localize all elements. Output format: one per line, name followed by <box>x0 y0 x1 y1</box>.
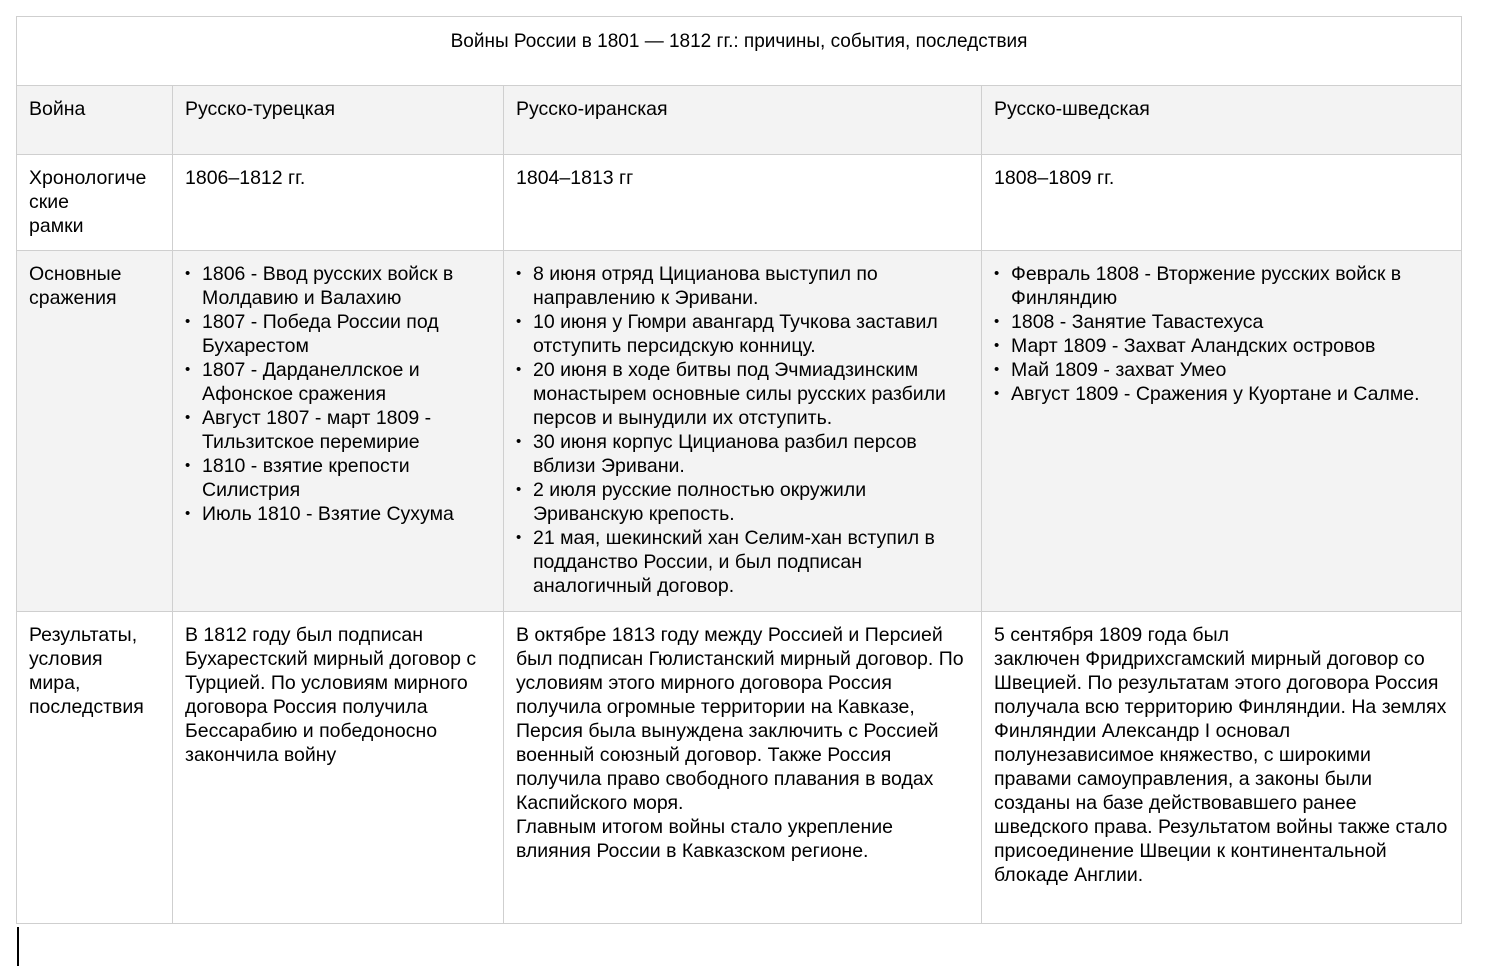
table-title[interactable]: Войны России в 1801 — 1812 гг.: причины, события, последствия <box>17 17 1462 86</box>
battles-iranian-cell[interactable] <box>504 251 982 612</box>
results-row <box>17 612 1462 924</box>
text-cursor <box>17 927 19 966</box>
results-iranian-paragraph-1: В октябре 1813 году между Россией и Персией был подписан Гюлистанский мирный договор. По условиям этого мирного договора Россия получила огромные территории на Кавказе, Персия была вынуждена заключить с Россией военный союзный договор. Также Россия получила право свободного плавания в водах Каспийского моря. <box>516 624 964 814</box>
title-row <box>17 17 1462 86</box>
list-item: • Июль 1810 - Взятие Сухума <box>185 502 491 526</box>
dates-iranian[interactable]: 1804–1813 гг <box>504 155 982 251</box>
list-item: • 30 июня корпус Цицианова разбил персов вблизи Эривани. <box>516 430 969 478</box>
list-item: • Август 1809 - Сражения у Куортане и Салме. <box>994 382 1449 406</box>
header-turkish-war[interactable]: Русско-турецкая <box>173 86 504 155</box>
battles-label[interactable]: Основные сражения <box>17 251 173 612</box>
results-iranian-paragraph-2: Главным итогом войны стало укрепление влияния России в Кавказском регионе. <box>516 816 893 862</box>
wars-table <box>16 16 1462 924</box>
header-label[interactable]: Война <box>17 86 173 155</box>
battles-swedish-cell[interactable] <box>982 251 1462 612</box>
list-item: • 1808 - Занятие Тавастехуса <box>994 310 1449 334</box>
dates-swedish[interactable]: 1808–1809 гг. <box>982 155 1462 251</box>
list-item: • 1807 - Победа России под Бухарестом <box>185 310 491 358</box>
results-label[interactable]: Результаты, условия мира, последствия <box>17 612 173 924</box>
battles-iranian-list <box>516 262 969 598</box>
battles-row <box>17 251 1462 612</box>
dates-row <box>17 155 1462 251</box>
list-item: • 1807 - Дарданеллское и Афонское сражения <box>185 358 491 406</box>
list-item: • Март 1809 - Захват Аландских островов <box>994 334 1449 358</box>
results-swedish-line-2: заключен Фридрихсгамский мирный договор со Швецией. По результатам этого договора Россия получала всю территорию Финляндии. На землях Финляндии Александр I основал полунезависимое княжество, с широкими правами самоуправления, а законы были созданы на базе действовавшего ранее шведского права. Результатом войны также стало присоединение Швеции к континентальной блокаде Англии. <box>994 648 1448 886</box>
battles-turkish-list <box>185 262 491 526</box>
header-row <box>17 86 1462 155</box>
dates-label[interactable]: Хронологиче ские рамки <box>17 155 173 251</box>
header-iranian-war[interactable]: Русско-иранская <box>504 86 982 155</box>
list-item: • 10 июня у Гюмри авангард Тучкова заставил отступить персидскую конницу. <box>516 310 969 358</box>
list-item: • 21 мая, шекинский хан Селим-хан вступил в подданство России, и был подписан аналогичный договор. <box>516 526 969 598</box>
results-swedish-cell[interactable] <box>982 612 1462 924</box>
list-item: • Август 1807 - март 1809 - Тильзитское перемирие <box>185 406 491 454</box>
list-item: • 1810 - взятие крепости Силистрия <box>185 454 491 502</box>
list-item: • Май 1809 - захват Умео <box>994 358 1449 382</box>
list-item: • 2 июля русские полностью окружили Эриванскую крепость. <box>516 478 969 526</box>
list-item: • Февраль 1808 - Вторжение русских войск в Финляндию <box>994 262 1449 310</box>
list-item: • 8 июня отряд Цицианова выступил по направлению к Эривани. <box>516 262 969 310</box>
battles-swedish-list <box>994 262 1449 406</box>
results-turkish[interactable]: В 1812 году был подписан Бухарестский мирный договор с Турцией. По условиям мирного договора Россия получила Бессарабию и победоносно закончила войну <box>173 612 504 924</box>
header-swedish-war[interactable]: Русско-шведская <box>982 86 1462 155</box>
list-item: • 20 июня в ходе битвы под Эчмиадзинским монастырем основные силы русских разбили персов и вынудили их отступить. <box>516 358 969 430</box>
results-iranian-cell[interactable] <box>504 612 982 924</box>
list-item: • 1806 - Ввод русских войск в Молдавию и Валахию <box>185 262 491 310</box>
results-swedish-line-1: 5 сентября 1809 года был <box>994 624 1229 646</box>
battles-turkish-cell[interactable] <box>173 251 504 612</box>
dates-turkish[interactable]: 1806–1812 гг. <box>173 155 504 251</box>
